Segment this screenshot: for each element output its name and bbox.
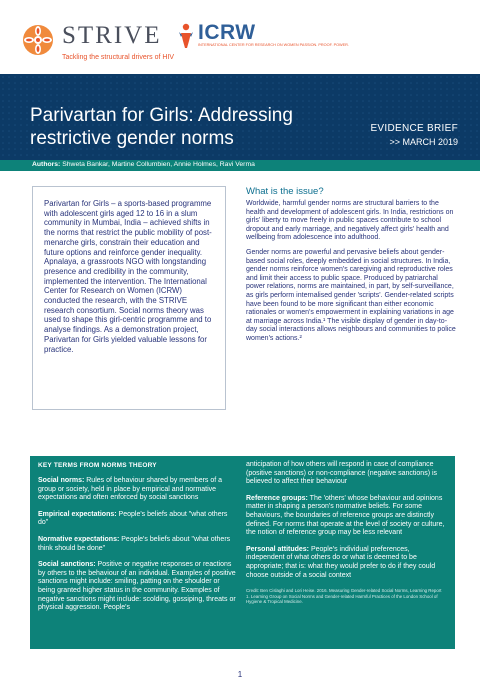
term-normative-expectations: Normative expectations: People's beliefs about "what others think should be done" bbox=[38, 535, 231, 552]
page-header bbox=[0, 0, 480, 74]
authors-names: Shweta Bankar, Martine Collumbien, Annie Holmes, Ravi Verma bbox=[62, 161, 255, 168]
icrw-subtitle: INTERNATIONAL CENTER FOR RESEARCH ON WOMEN PASSION. PROOF. POWER. bbox=[198, 43, 349, 47]
icrw-name: ICRW bbox=[198, 21, 256, 44]
term-social-sanctions-continued: anticipation of how others will respond in case of compliance (positive sanctions) or non-compliance (negative sanctions) is believed to affect their behaviour bbox=[246, 461, 438, 486]
issue-paragraph-2: Gender norms are powerful and pervasive beliefs about gender-based social roles, deeply embedded in social structures. In India, gender norms reinforce women's caregiving and reproductive roles and limit their access to public space. Produced by patriarchal power relations, norms are maintained, in part, by self-surveillance, as girls perform internalised gender 'scripts'. Gender-related scripts have been found to be more significant than either economic rationales or women's empowerment in explaining variations in age at marriage across India.¹ The visible display of gender in day-to-day social interactions allows neighbours and communities to police women's actions.² bbox=[246, 248, 456, 342]
issue-heading: What is the issue? bbox=[246, 186, 324, 197]
term-social-norms: Social norms: Rules of behaviour shared by members of a group or society, held in place by empirical and normative expectations and often enforced by social sanctions bbox=[38, 477, 223, 502]
title-banner bbox=[0, 74, 480, 160]
evidence-brief-label: EVIDENCE BRIEF bbox=[370, 123, 458, 134]
strive-tagline: Tackling the structural drivers of HIV bbox=[62, 54, 175, 61]
key-terms-heading: KEY TERMS FROM NORMS THEORY bbox=[38, 462, 157, 469]
abstract-box bbox=[32, 186, 226, 410]
icrw-figure-icon bbox=[178, 23, 194, 49]
term-personal-attitudes: Personal attitudes: People's individual preferences, independent of what others do or what is deemed to be appropriate; that is: what they would prefer to do if they could choose outside of a social context bbox=[246, 545, 436, 579]
term-empirical-expectations: Empirical expectations: People's beliefs about "what others do" bbox=[38, 510, 228, 527]
page-number: 1 bbox=[237, 670, 243, 679]
publication-date: >> MARCH 2019 bbox=[389, 137, 458, 147]
issue-section bbox=[246, 186, 456, 350]
credit-note: Credit: Ben Cislaghi and Lori Heise. 2016. Measuring Gender-related Social Norms, Learning Report 1. Learning Group on Social Norms and Gender-related Harmful Practices of the London School of Hygiene & Tropical Medicine. bbox=[246, 588, 442, 605]
key-terms-column-2 bbox=[246, 461, 446, 613]
page-title: Parivartan for Girls: Addressing restrictive gender norms bbox=[30, 105, 293, 149]
key-terms-box bbox=[30, 456, 455, 649]
authors-bar bbox=[0, 160, 480, 171]
authors-label: Authors: bbox=[32, 161, 61, 168]
key-terms-column-1 bbox=[38, 462, 238, 621]
abstract-text: Parivartan for Girls – a sports-based programme with adolescent girls aged 12 to 16 in a slum community in Mumbai, India – achieved shifts in the norms that restrict the public mobility of post-menarche girls, constrain their education and future options and reinforce gender inequality. Apnalaya, a grassroots NGO with longstanding presence and credibility in the community, implemented the intervention. The International Center for Research on Women (ICRW) conducted the research, with the STRIVE research consortium. Social norms theory was used to shape this girl-centric programme and to analyse findings. As a demonstration project, Parivartan for Girls yielded valuable lessons for practice. bbox=[44, 199, 212, 354]
issue-paragraph-1: Worldwide, harmful gender norms are structural barriers to the health and development of adolescent girls. In India, restrictions on girls' liberty to move freely in public spaces contribute to school dropout and early marriage, and negatively affect girls' health and wellbeing from adolescence into adulthood. bbox=[246, 200, 454, 242]
term-social-sanctions: Social sanctions: Positive or negative responses or reactions by others to the behaviour of an individual. Examples of positive sanctions might include: smiling, patting on the shoulder or being granted higher status in the community. Examples of negative sanctions might include: scolding, gossiping, threats or physical aggression. People's bbox=[38, 561, 236, 612]
strive-name: STRIVE bbox=[62, 22, 162, 49]
term-reference-groups: Reference groups: The 'others' whose behaviour and opinions matter in shaping a person's normative beliefs. For some behaviours, the boundaries of reference groups are distinctly defined. For norms that operate at the level of society or culture, the notion of reference group may be less relevant bbox=[246, 494, 445, 537]
strive-flower-icon bbox=[22, 24, 54, 56]
